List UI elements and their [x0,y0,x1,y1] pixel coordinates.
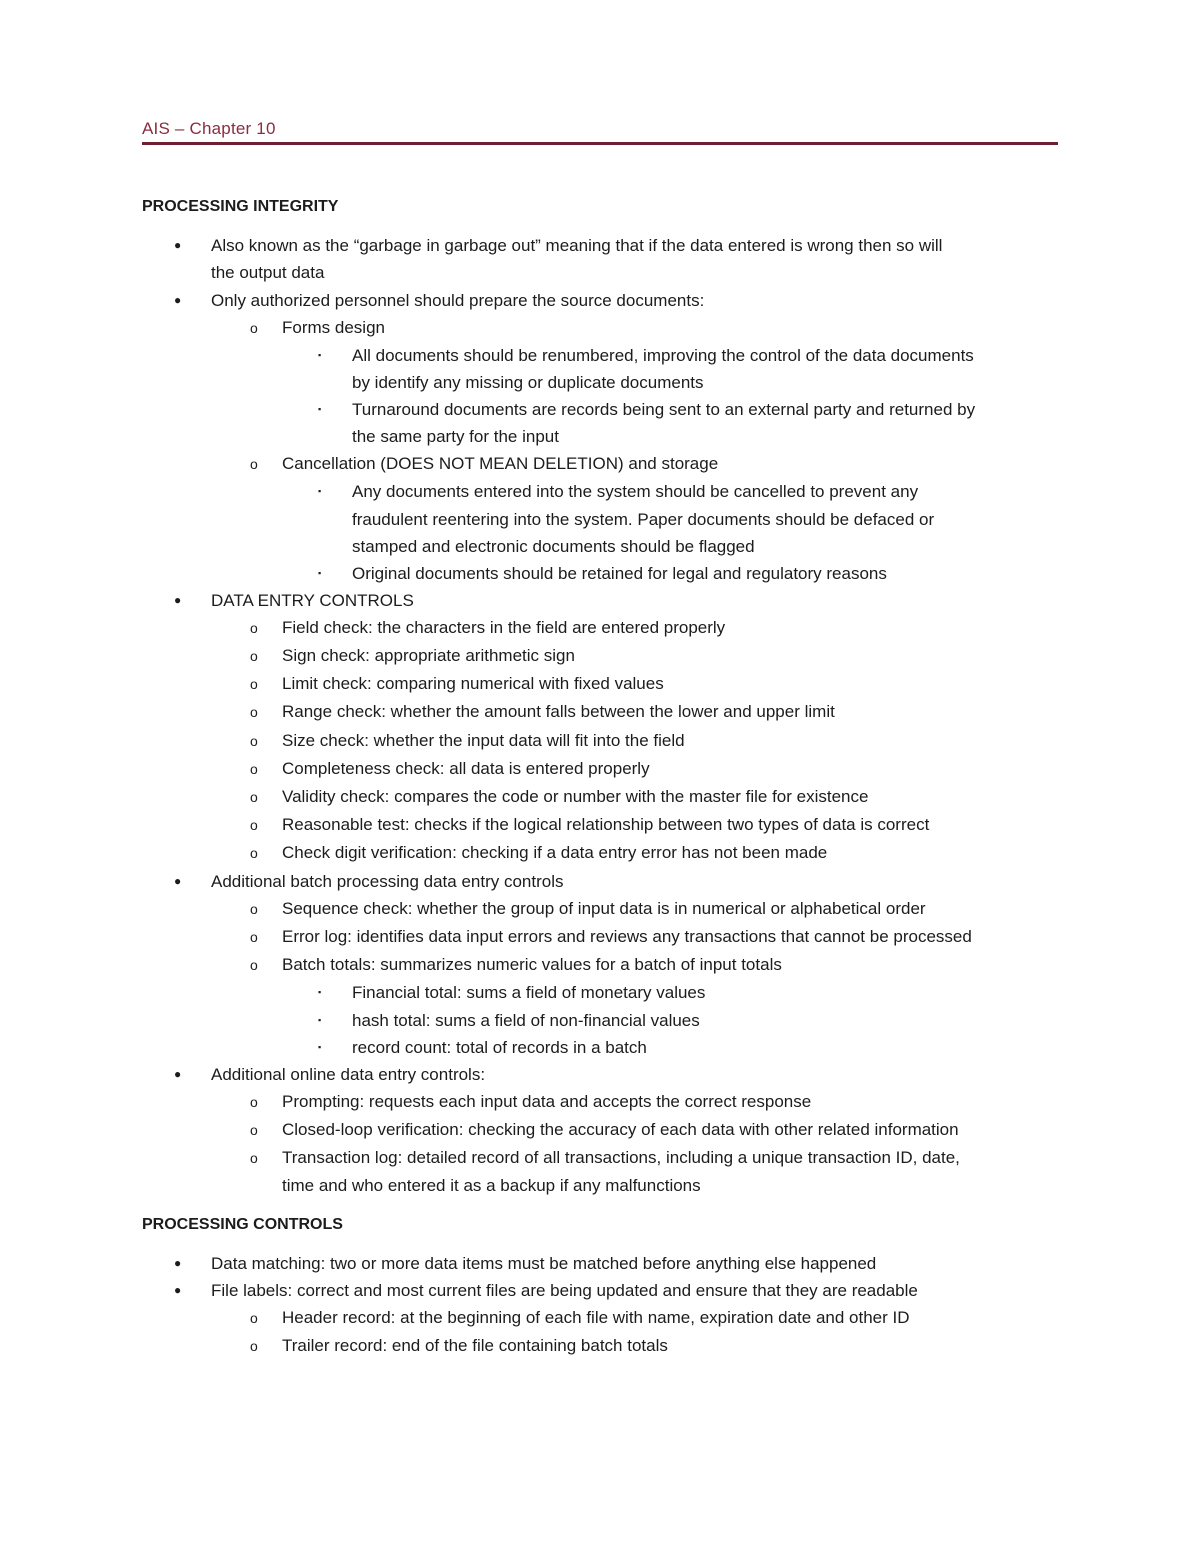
list-item: Only authorized personnel should prepare the source documents: [211,291,705,310]
circle-bullet-icon: o [250,1338,258,1354]
list-item: Data matching: two or more data items must be matched before anything else happened [211,1254,877,1273]
circle-bullet-icon: o [250,733,258,749]
sub-sub-list-item: Any documents entered into the system should be cancelled to prevent any [352,482,919,501]
circle-bullet-icon: o [250,704,258,720]
bullet-icon: ● [174,1256,182,1270]
list-item: DATA ENTRY CONTROLS [211,591,414,610]
list-item-continuation: the same party for the input [352,427,559,446]
sub-list-item: Forms design [282,318,385,337]
bullet-icon: ● [174,874,182,888]
sub-list-item: Field check: the characters in the field are entered properly [282,618,726,637]
sub-list-item: Completeness check: all data is entered properly [282,759,650,778]
header-divider [142,142,1058,145]
sub-sub-list-item: All documents should be renumbered, improving the control of the data documents [352,346,974,365]
sub-list-item: Size check: whether the input data will fit into the field [282,731,685,750]
list-item-continuation: time and who entered it as a backup if any malfunctions [282,1176,701,1195]
circle-bullet-icon: o [250,957,258,973]
sub-sub-list-item: record count: total of records in a batch [352,1038,647,1057]
sub-list-item: Trailer record: end of the file containing batch totals [282,1336,668,1355]
bullet-icon: ● [174,293,182,307]
square-bullet-icon: ▪ [318,568,322,578]
circle-bullet-icon: o [250,1094,258,1110]
sub-list-item: Sign check: appropriate arithmetic sign [282,646,575,665]
sub-list-item: Limit check: comparing numerical with fixed values [282,674,664,693]
circle-bullet-icon: o [250,761,258,777]
list-item-continuation: fraudulent reentering into the system. Paper documents should be defaced or [352,510,935,529]
circle-bullet-icon: o [250,929,258,945]
list-item: Additional batch processing data entry controls [211,872,564,891]
sub-list-item: Batch totals: summarizes numeric values for a batch of input totals [282,955,782,974]
sub-list-item: Error log: identifies data input errors and reviews any transactions that cannot be processed [282,927,972,946]
bullet-icon: ● [174,1283,182,1297]
circle-bullet-icon: o [250,620,258,636]
list-item-continuation: by identify any missing or duplicate documents [352,373,704,392]
sub-list-item: Validity check: compares the code or number with the master file for existence [282,787,869,806]
list-item: Also known as the “garbage in garbage out” meaning that if the data entered is wrong then so will [211,236,943,255]
page-header-title: AIS – Chapter 10 [142,119,276,138]
circle-bullet-icon: o [250,789,258,805]
circle-bullet-icon: o [250,320,258,336]
list-item-continuation: the output data [211,263,325,282]
bullet-icon: ● [174,1067,182,1081]
sub-list-item: Range check: whether the amount falls between the lower and upper limit [282,702,835,721]
section-heading-processing-integrity: PROCESSING INTEGRITY [142,198,339,215]
sub-sub-list-item: Financial total: sums a field of monetary values [352,983,706,1002]
circle-bullet-icon: o [250,648,258,664]
square-bullet-icon: ▪ [318,486,322,496]
square-bullet-icon: ▪ [318,987,322,997]
circle-bullet-icon: o [250,1150,258,1166]
sub-sub-list-item: Original documents should be retained for legal and regulatory reasons [352,564,887,583]
circle-bullet-icon: o [250,817,258,833]
sub-list-item: Cancellation (DOES NOT MEAN DELETION) and storage [282,454,719,473]
sub-list-item: Reasonable test: checks if the logical relationship between two types of data is correct [282,815,930,834]
sub-list-item: Transaction log: detailed record of all transactions, including a unique transaction ID, date, [282,1148,960,1167]
circle-bullet-icon: o [250,845,258,861]
sub-list-item: Header record: at the beginning of each file with name, expiration date and other ID [282,1308,910,1327]
sub-list-item: Check digit verification: checking if a data entry error has not been made [282,843,828,862]
bullet-icon: ● [174,238,182,252]
list-item: File labels: correct and most current files are being updated and ensure that they are readable [211,1281,918,1300]
sub-list-item: Closed-loop verification: checking the accuracy of each data with other related information [282,1120,959,1139]
section-heading-processing-controls: PROCESSING CONTROLS [142,1216,343,1233]
list-item: Additional online data entry controls: [211,1065,486,1084]
sub-sub-list-item: hash total: sums a field of non-financial values [352,1011,700,1030]
square-bullet-icon: ▪ [318,1015,322,1025]
bullet-icon: ● [174,593,182,607]
square-bullet-icon: ▪ [318,350,322,360]
circle-bullet-icon: o [250,676,258,692]
sub-list-item: Prompting: requests each input data and accepts the correct response [282,1092,812,1111]
circle-bullet-icon: o [250,1310,258,1326]
list-item-continuation: stamped and electronic documents should be flagged [352,537,755,556]
square-bullet-icon: ▪ [318,404,322,414]
square-bullet-icon: ▪ [318,1042,322,1052]
circle-bullet-icon: o [250,456,258,472]
circle-bullet-icon: o [250,1122,258,1138]
circle-bullet-icon: o [250,901,258,917]
sub-sub-list-item: Turnaround documents are records being sent to an external party and returned by [352,400,976,419]
sub-list-item: Sequence check: whether the group of input data is in numerical or alphabetical order [282,899,926,918]
